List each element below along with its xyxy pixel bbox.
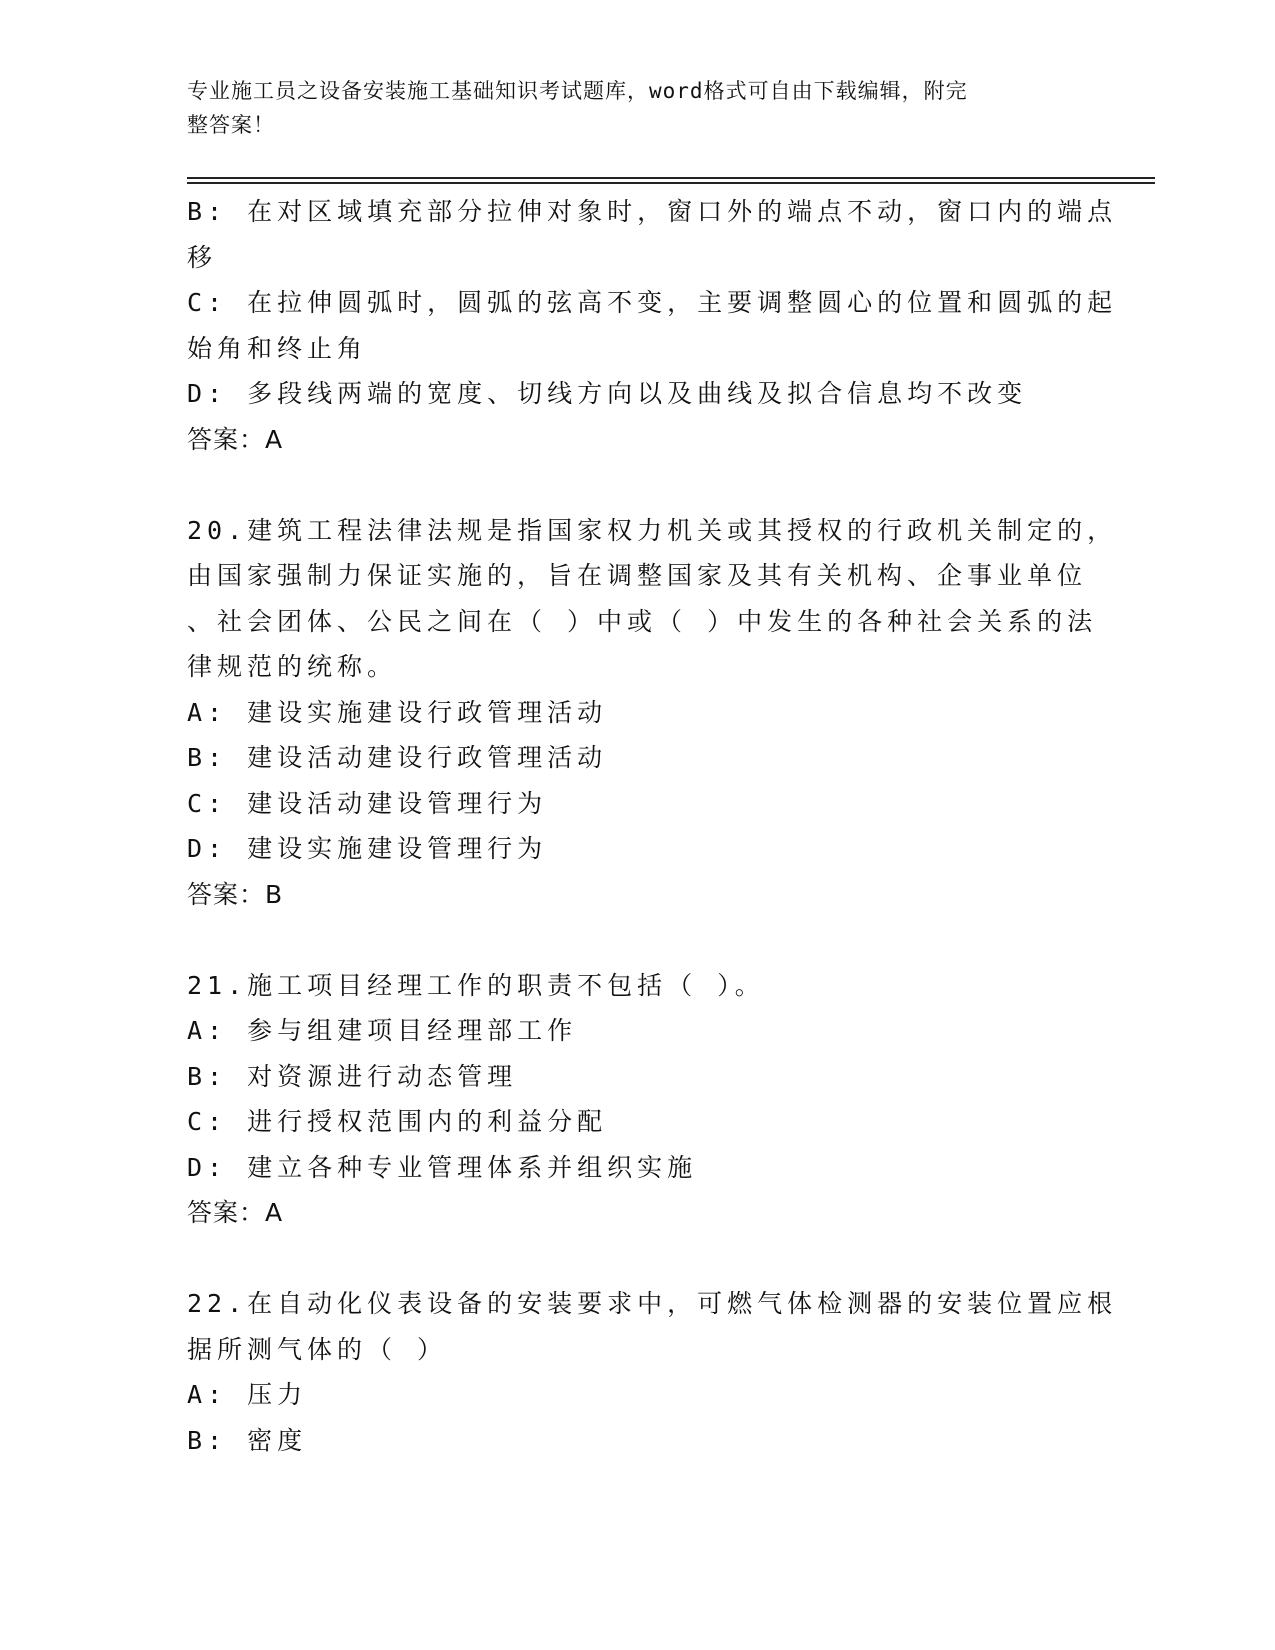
q21-option-a: A: 参与组建项目经理部工作 [187, 1016, 578, 1045]
q22-stem-line-2: 据所测气体的（ ） [187, 1334, 448, 1364]
q20-stem-line-3: 、社会团体、公民之间在（ ）中或（ ）中发生的各种社会关系的法 [187, 606, 1098, 636]
q20-stem-line-4: 律规范的统称。 [187, 652, 398, 681]
q20-option-c: C: 建设活动建设管理行为 [187, 788, 548, 818]
q22-stem-line-1: 22.在自动化仪表设备的安装要求中，可燃气体检测器的安装位置应根 [187, 1289, 1118, 1318]
document-header [187, 74, 1067, 142]
q22-option-b: B: 密度 [187, 1425, 308, 1455]
question-content [187, 189, 1118, 1463]
question-22-block [187, 1281, 1118, 1463]
question-21-block [187, 963, 1087, 1236]
q21-option-c: C: 进行授权范围内的利益分配 [187, 1107, 608, 1136]
q19-option-d: D: 多段线两端的宽度、切线方向以及曲线及拟合信息均不改变 [187, 379, 1028, 408]
q21-option-d: D: 建立各种专业管理体系并组织实施 [187, 1152, 698, 1182]
question-19-block [187, 189, 1118, 462]
q19-option-c-line-2: 始角和终止角 [187, 333, 368, 363]
spacer [187, 1236, 1087, 1282]
spacer [187, 917, 1087, 963]
q20-answer: 答案：B [187, 879, 284, 909]
q19-option-b-line-1: B: 在对区域填充部分拉伸对象时，窗口外的端点不动，窗口内的端点 [187, 197, 1118, 226]
q19-answer: 答案：A [187, 424, 284, 454]
spacer [187, 462, 1087, 508]
q19-option-c-line-1: C: 在拉伸圆弧时，圆弧的弦高不变，主要调整圆心的位置和圆弧的起 [187, 288, 1118, 317]
q21-option-b: B: 对资源进行动态管理 [187, 1061, 518, 1091]
q21-stem: 21.施工项目经理工作的职责不包括（ ）。 [187, 970, 765, 1000]
q19-option-b-line-2: 移 [187, 242, 218, 272]
question-20-block [187, 508, 1118, 918]
header-rule-top [187, 177, 1155, 179]
q20-stem-line-2: 由国家强制力保证实施的，旨在调整国家及其有关机构、企事业单位 [187, 561, 1088, 590]
q20-option-d: D: 建设实施建设管理行为 [187, 834, 548, 863]
q20-option-b: B: 建设活动建设行政管理活动 [187, 743, 608, 772]
header-line-1: 专业施工员之设备安装施工基础知识考试题库，word格式可自由下载编辑，附完 [187, 79, 968, 103]
q22-option-a: A: 压力 [187, 1380, 308, 1409]
q20-stem-line-1: 20.建筑工程法律法规是指国家权力机关或其授权的行政机关制定的， [187, 515, 1118, 545]
q20-option-a: A: 建设实施建设行政管理活动 [187, 697, 608, 727]
header-line-2: 整答案！ [187, 113, 275, 137]
header-rule-bottom [187, 182, 1155, 184]
q21-answer: 答案：A [187, 1198, 284, 1227]
